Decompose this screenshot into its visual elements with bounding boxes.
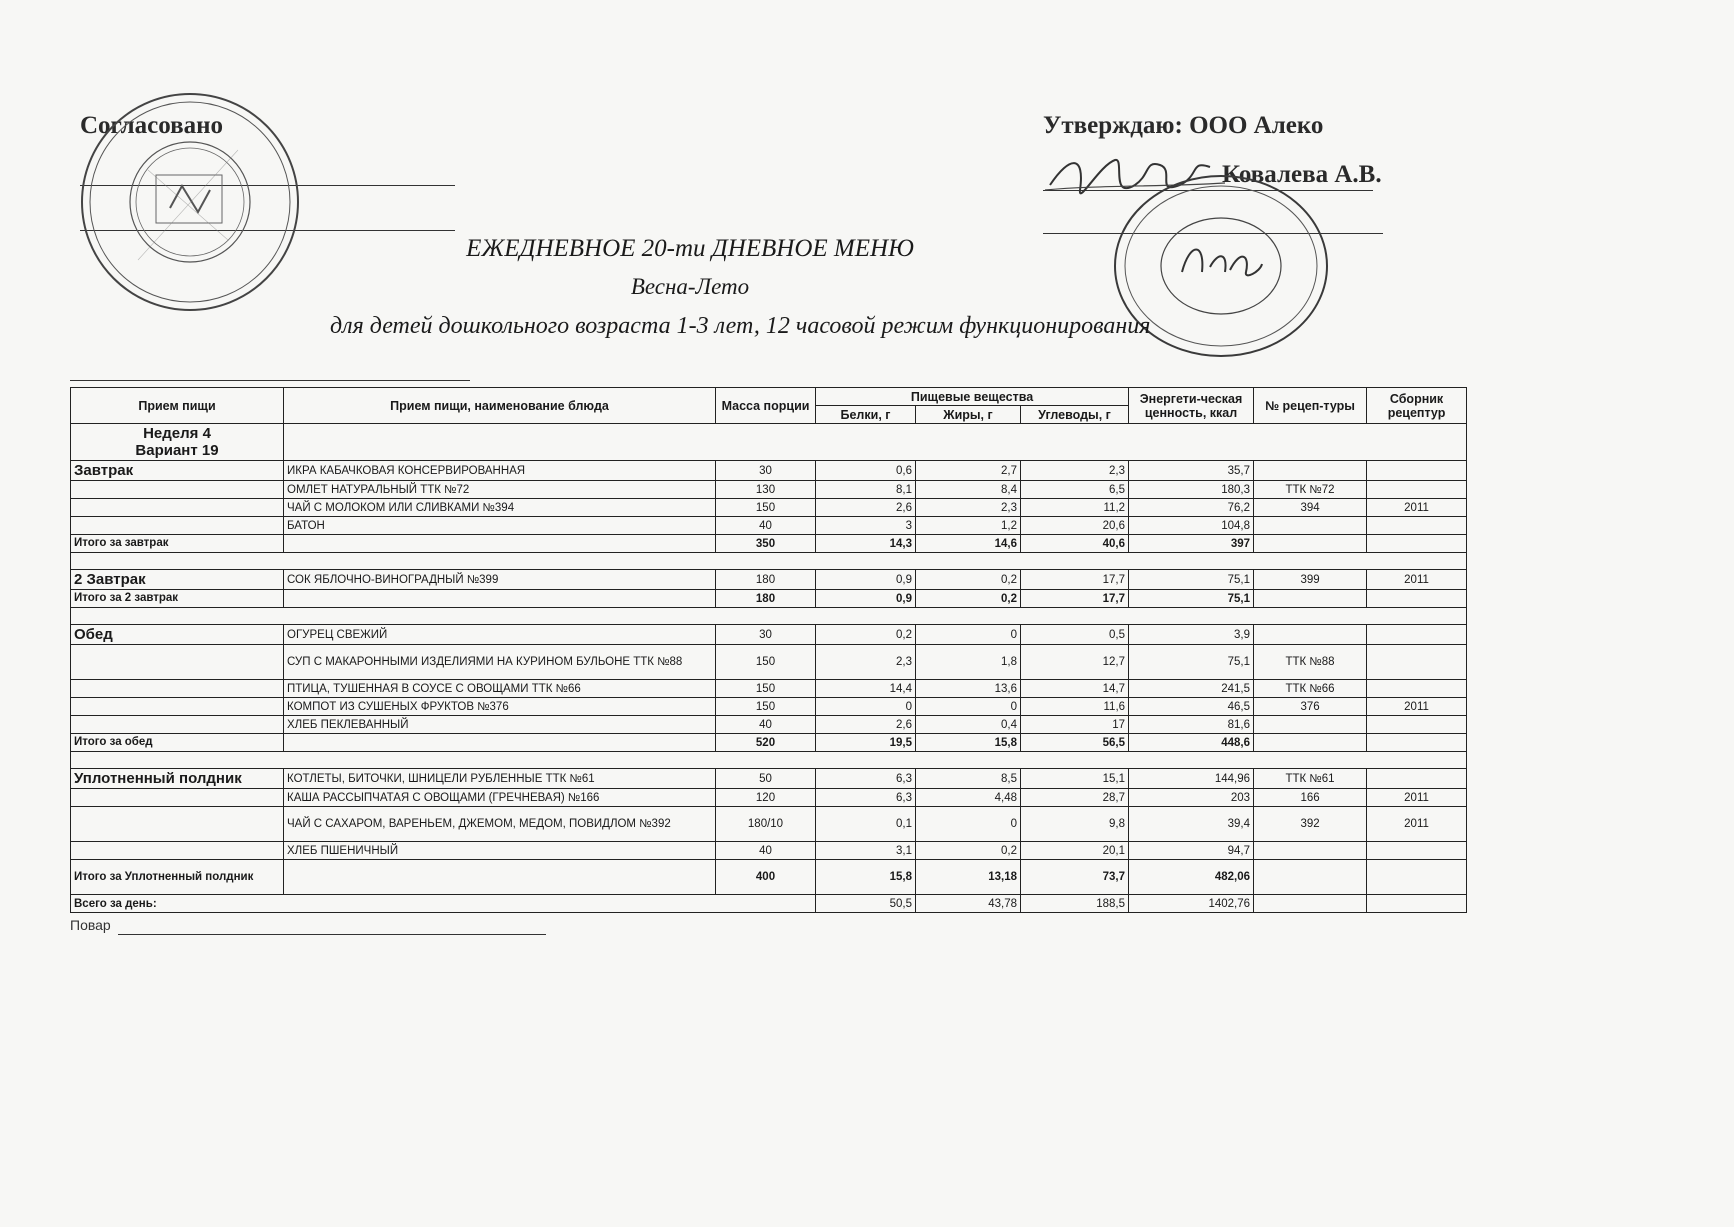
fat-cell: 0,4 (916, 716, 1021, 734)
total-mass: 180 (716, 590, 816, 608)
protein-cell: 0,2 (816, 625, 916, 645)
total-fat: 15,8 (916, 734, 1021, 752)
table-row (71, 481, 1467, 499)
total-protein: 14,3 (816, 535, 916, 553)
total-mass: 520 (716, 734, 816, 752)
fat-cell: 2,7 (916, 461, 1021, 481)
fat-cell: 2,3 (916, 499, 1021, 517)
energy-cell: 180,3 (1129, 481, 1254, 499)
header-protein: Белки, г (816, 406, 916, 424)
fat-cell: 4,48 (916, 789, 1021, 807)
recipe-cell: ТТК №72 (1254, 481, 1367, 499)
section-name: 2 Завтрак (71, 570, 284, 590)
header-nutrients: Пищевые вещества (816, 388, 1129, 406)
mass-cell: 30 (716, 625, 816, 645)
collection-cell (1367, 481, 1467, 499)
fat-cell: 1,8 (916, 645, 1021, 680)
total-energy: 448,6 (1129, 734, 1254, 752)
section-name-empty (71, 499, 284, 517)
dish-name: ХЛЕБ ПШЕНИЧНЫЙ (284, 842, 716, 860)
table-row (71, 461, 1467, 481)
energy-cell: 39,4 (1129, 807, 1254, 842)
total-carbs: 17,7 (1021, 590, 1129, 608)
total-recipe-empty (1254, 535, 1367, 553)
dish-name: ИКРА КАБАЧКОВАЯ КОНСЕРВИРОВАННАЯ (284, 461, 716, 481)
mass-cell: 50 (716, 769, 816, 789)
week-row (71, 424, 1467, 461)
day-total-collection-empty (1367, 895, 1467, 913)
protein-cell: 2,6 (816, 499, 916, 517)
collection-cell (1367, 769, 1467, 789)
collection-cell (1367, 716, 1467, 734)
section-name-empty (71, 789, 284, 807)
header-dish: Прием пищи, наименование блюда (284, 388, 716, 424)
mass-cell: 150 (716, 698, 816, 716)
recipe-cell: ТТК №61 (1254, 769, 1367, 789)
section-name-empty (71, 645, 284, 680)
collection-cell: 2011 (1367, 789, 1467, 807)
header-mass: Масса порции (716, 388, 816, 424)
total-energy: 397 (1129, 535, 1254, 553)
table-row (71, 716, 1467, 734)
dish-name: ЧАЙ С МОЛОКОМ ИЛИ СЛИВКАМИ №394 (284, 499, 716, 517)
energy-cell: 203 (1129, 789, 1254, 807)
protein-cell: 6,3 (816, 769, 916, 789)
total-protein: 19,5 (816, 734, 916, 752)
mass-cell: 120 (716, 789, 816, 807)
table-row (71, 789, 1467, 807)
spacer-row (71, 608, 1467, 625)
spacer-row (71, 553, 1467, 570)
protein-cell: 8,1 (816, 481, 916, 499)
fat-cell: 13,6 (916, 680, 1021, 698)
cook-signature-line (118, 934, 546, 935)
collection-cell: 2011 (1367, 570, 1467, 590)
section-name: Уплотненный полдник (71, 769, 284, 789)
table-row (71, 517, 1467, 535)
dish-name: СУП С МАКАРОННЫМИ ИЗДЕЛИЯМИ НА КУРИНОМ БУЛЬОНЕ ТТК №88 (284, 645, 716, 680)
section-name-empty (71, 481, 284, 499)
spacer-row (71, 752, 1467, 769)
table-row (71, 842, 1467, 860)
table-row (71, 570, 1467, 590)
total-protein: 0,9 (816, 590, 916, 608)
recipe-cell: ТТК №88 (1254, 645, 1367, 680)
total-fat: 13,18 (916, 860, 1021, 895)
mass-cell: 40 (716, 517, 816, 535)
total-dish-empty (284, 590, 716, 608)
collection-cell: 2011 (1367, 499, 1467, 517)
recipe-cell (1254, 716, 1367, 734)
energy-cell: 76,2 (1129, 499, 1254, 517)
total-dish-empty (284, 734, 716, 752)
day-total-carbs: 188,5 (1021, 895, 1129, 913)
collection-cell: 2011 (1367, 698, 1467, 716)
protein-cell: 14,4 (816, 680, 916, 698)
spacer-cell (71, 608, 1467, 625)
recipe-cell (1254, 625, 1367, 645)
recipe-cell: 399 (1254, 570, 1367, 590)
protein-cell: 0 (816, 698, 916, 716)
mass-cell: 30 (716, 461, 816, 481)
table-row (71, 680, 1467, 698)
total-label: Итого за завтрак (71, 535, 284, 553)
protein-cell: 3 (816, 517, 916, 535)
header-collection: Сборник рецептур (1367, 388, 1467, 424)
mass-cell: 40 (716, 716, 816, 734)
title-underline (70, 380, 470, 381)
fat-cell: 0,2 (916, 570, 1021, 590)
collection-cell (1367, 842, 1467, 860)
total-recipe-empty (1254, 590, 1367, 608)
recipe-cell (1254, 842, 1367, 860)
collection-cell (1367, 517, 1467, 535)
carbs-cell: 17 (1021, 716, 1129, 734)
carbs-cell: 17,7 (1021, 570, 1129, 590)
header-carbs: Углеводы, г (1021, 406, 1129, 424)
total-collection-empty (1367, 535, 1467, 553)
fat-cell: 0,2 (916, 842, 1021, 860)
section-name-empty (71, 716, 284, 734)
table-row (71, 499, 1467, 517)
fat-cell: 8,5 (916, 769, 1021, 789)
collection-cell (1367, 645, 1467, 680)
cook-label: Повар (70, 917, 111, 933)
collection-cell (1367, 461, 1467, 481)
energy-cell: 81,6 (1129, 716, 1254, 734)
week-cell (71, 424, 284, 461)
collection-cell (1367, 625, 1467, 645)
total-fat: 14,6 (916, 535, 1021, 553)
mass-cell: 150 (716, 680, 816, 698)
section-name: Обед (71, 625, 284, 645)
total-recipe-empty (1254, 734, 1367, 752)
total-mass: 350 (716, 535, 816, 553)
approved-label: Согласовано (80, 112, 224, 139)
carbs-cell: 2,3 (1021, 461, 1129, 481)
carbs-cell: 12,7 (1021, 645, 1129, 680)
dish-name: ХЛЕБ ПЕКЛЕВАННЫЙ (284, 716, 716, 734)
table-row (71, 645, 1467, 680)
day-total-recipe-empty (1254, 895, 1367, 913)
total-energy: 482,06 (1129, 860, 1254, 895)
mass-cell: 180 (716, 570, 816, 590)
table-row (71, 698, 1467, 716)
protein-cell: 0,1 (816, 807, 916, 842)
carbs-cell: 28,7 (1021, 789, 1129, 807)
day-total-protein: 50,5 (816, 895, 916, 913)
section-name-empty (71, 698, 284, 716)
dish-name: КОТЛЕТЫ, БИТОЧКИ, ШНИЦЕЛИ РУБЛЕННЫЕ ТТК №61 (284, 769, 716, 789)
day-total-energy: 1402,76 (1129, 895, 1254, 913)
dish-name: ЧАЙ С САХАРОМ, ВАРЕНЬЕМ, ДЖЕМОМ, МЕДОМ, ПОВИДЛОМ №392 (284, 807, 716, 842)
total-carbs: 40,6 (1021, 535, 1129, 553)
total-carbs: 73,7 (1021, 860, 1129, 895)
spacer-cell (71, 553, 1467, 570)
recipe-cell: 394 (1254, 499, 1367, 517)
audience-title: для детей дошкольного возраста 1-3 лет, 12 часовой режим функционирования (330, 313, 1151, 339)
table-row (71, 769, 1467, 789)
carbs-cell: 20,1 (1021, 842, 1129, 860)
table-row (71, 625, 1467, 645)
energy-cell: 75,1 (1129, 645, 1254, 680)
protein-cell: 6,3 (816, 789, 916, 807)
protein-cell: 2,3 (816, 645, 916, 680)
total-mass: 400 (716, 860, 816, 895)
collection-cell (1367, 680, 1467, 698)
carbs-cell: 0,5 (1021, 625, 1129, 645)
energy-cell: 144,96 (1129, 769, 1254, 789)
total-collection-empty (1367, 590, 1467, 608)
energy-cell: 94,7 (1129, 842, 1254, 860)
confirm-label: Утверждаю: ООО Алеко (1043, 112, 1324, 139)
total-dish-empty (284, 860, 716, 895)
energy-cell: 35,7 (1129, 461, 1254, 481)
menu-table (70, 387, 1467, 913)
carbs-cell: 6,5 (1021, 481, 1129, 499)
collection-cell: 2011 (1367, 807, 1467, 842)
carbs-cell: 14,7 (1021, 680, 1129, 698)
total-carbs: 56,5 (1021, 734, 1129, 752)
carbs-cell: 11,2 (1021, 499, 1129, 517)
section-name-empty (71, 807, 284, 842)
dish-name: ОГУРЕЦ СВЕЖИЙ (284, 625, 716, 645)
carbs-cell: 20,6 (1021, 517, 1129, 535)
total-row (71, 535, 1467, 553)
total-row (71, 734, 1467, 752)
total-collection-empty (1367, 860, 1467, 895)
recipe-cell: ТТК №66 (1254, 680, 1367, 698)
table-row (71, 807, 1467, 842)
variant-label: Вариант 19 (135, 442, 219, 459)
total-dish-empty (284, 535, 716, 553)
recipe-cell (1254, 461, 1367, 481)
total-label: Итого за Уплотненный полдник (71, 860, 284, 895)
total-row (71, 860, 1467, 895)
day-total-label: Всего за день: (71, 895, 816, 913)
protein-cell: 3,1 (816, 842, 916, 860)
total-collection-empty (1367, 734, 1467, 752)
week-row-filler (284, 424, 1467, 461)
dish-name: ОМЛЕТ НАТУРАЛЬНЫЙ ТТК №72 (284, 481, 716, 499)
mass-cell: 130 (716, 481, 816, 499)
document-title: ЕЖЕДНЕВНОЕ 20-ти ДНЕВНОЕ МЕНЮ (466, 235, 914, 262)
table-header-row (71, 388, 1467, 406)
mass-cell: 180/10 (716, 807, 816, 842)
section-name-empty (71, 680, 284, 698)
carbs-cell: 15,1 (1021, 769, 1129, 789)
header-fat: Жиры, г (916, 406, 1021, 424)
mass-cell: 150 (716, 499, 816, 517)
fat-cell: 1,2 (916, 517, 1021, 535)
recipe-cell: 392 (1254, 807, 1367, 842)
total-energy: 75,1 (1129, 590, 1254, 608)
carbs-cell: 9,8 (1021, 807, 1129, 842)
section-name-empty (71, 842, 284, 860)
day-total-fat: 43,78 (916, 895, 1021, 913)
week-label: Неделя 4 (143, 425, 211, 442)
menu-table-body (71, 424, 1467, 913)
spacer-cell (71, 752, 1467, 769)
dish-name: КАША РАССЫПЧАТАЯ С ОВОЩАМИ (ГРЕЧНЕВАЯ) №166 (284, 789, 716, 807)
header-energy: Энергети-ческая ценность, ккал (1129, 388, 1254, 424)
total-fat: 0,2 (916, 590, 1021, 608)
mass-cell: 150 (716, 645, 816, 680)
energy-cell: 241,5 (1129, 680, 1254, 698)
energy-cell: 104,8 (1129, 517, 1254, 535)
fat-cell: 0 (916, 625, 1021, 645)
mass-cell: 40 (716, 842, 816, 860)
carbs-cell: 11,6 (1021, 698, 1129, 716)
fat-cell: 0 (916, 807, 1021, 842)
fat-cell: 0 (916, 698, 1021, 716)
section-name: Завтрак (71, 461, 284, 481)
protein-cell: 0,6 (816, 461, 916, 481)
protein-cell: 2,6 (816, 716, 916, 734)
header-recipe: № рецеп-туры (1254, 388, 1367, 424)
header-meal: Прием пищи (71, 388, 284, 424)
fat-cell: 8,4 (916, 481, 1021, 499)
total-label: Итого за обед (71, 734, 284, 752)
energy-cell: 46,5 (1129, 698, 1254, 716)
energy-cell: 75,1 (1129, 570, 1254, 590)
total-recipe-empty (1254, 860, 1367, 895)
protein-cell: 0,9 (816, 570, 916, 590)
total-protein: 15,8 (816, 860, 916, 895)
recipe-cell: 376 (1254, 698, 1367, 716)
signer-name: Ковалева А.В. (1222, 161, 1382, 188)
dish-name: ПТИЦА, ТУШЕННАЯ В СОУСЕ С ОВОЩАМИ ТТК №66 (284, 680, 716, 698)
recipe-cell (1254, 517, 1367, 535)
section-name-empty (71, 517, 284, 535)
dish-name: КОМПОТ ИЗ СУШЕНЫХ ФРУКТОВ №376 (284, 698, 716, 716)
energy-cell: 3,9 (1129, 625, 1254, 645)
total-row (71, 590, 1467, 608)
recipe-cell: 166 (1254, 789, 1367, 807)
dish-name: СОК ЯБЛОЧНО-ВИНОГРАДНЫЙ №399 (284, 570, 716, 590)
day-total-row (71, 895, 1467, 913)
dish-name: БАТОН (284, 517, 716, 535)
total-label: Итого за 2 завтрак (71, 590, 284, 608)
kindergarten-seal-icon (78, 90, 303, 315)
season-title: Весна-Лето (630, 274, 750, 299)
